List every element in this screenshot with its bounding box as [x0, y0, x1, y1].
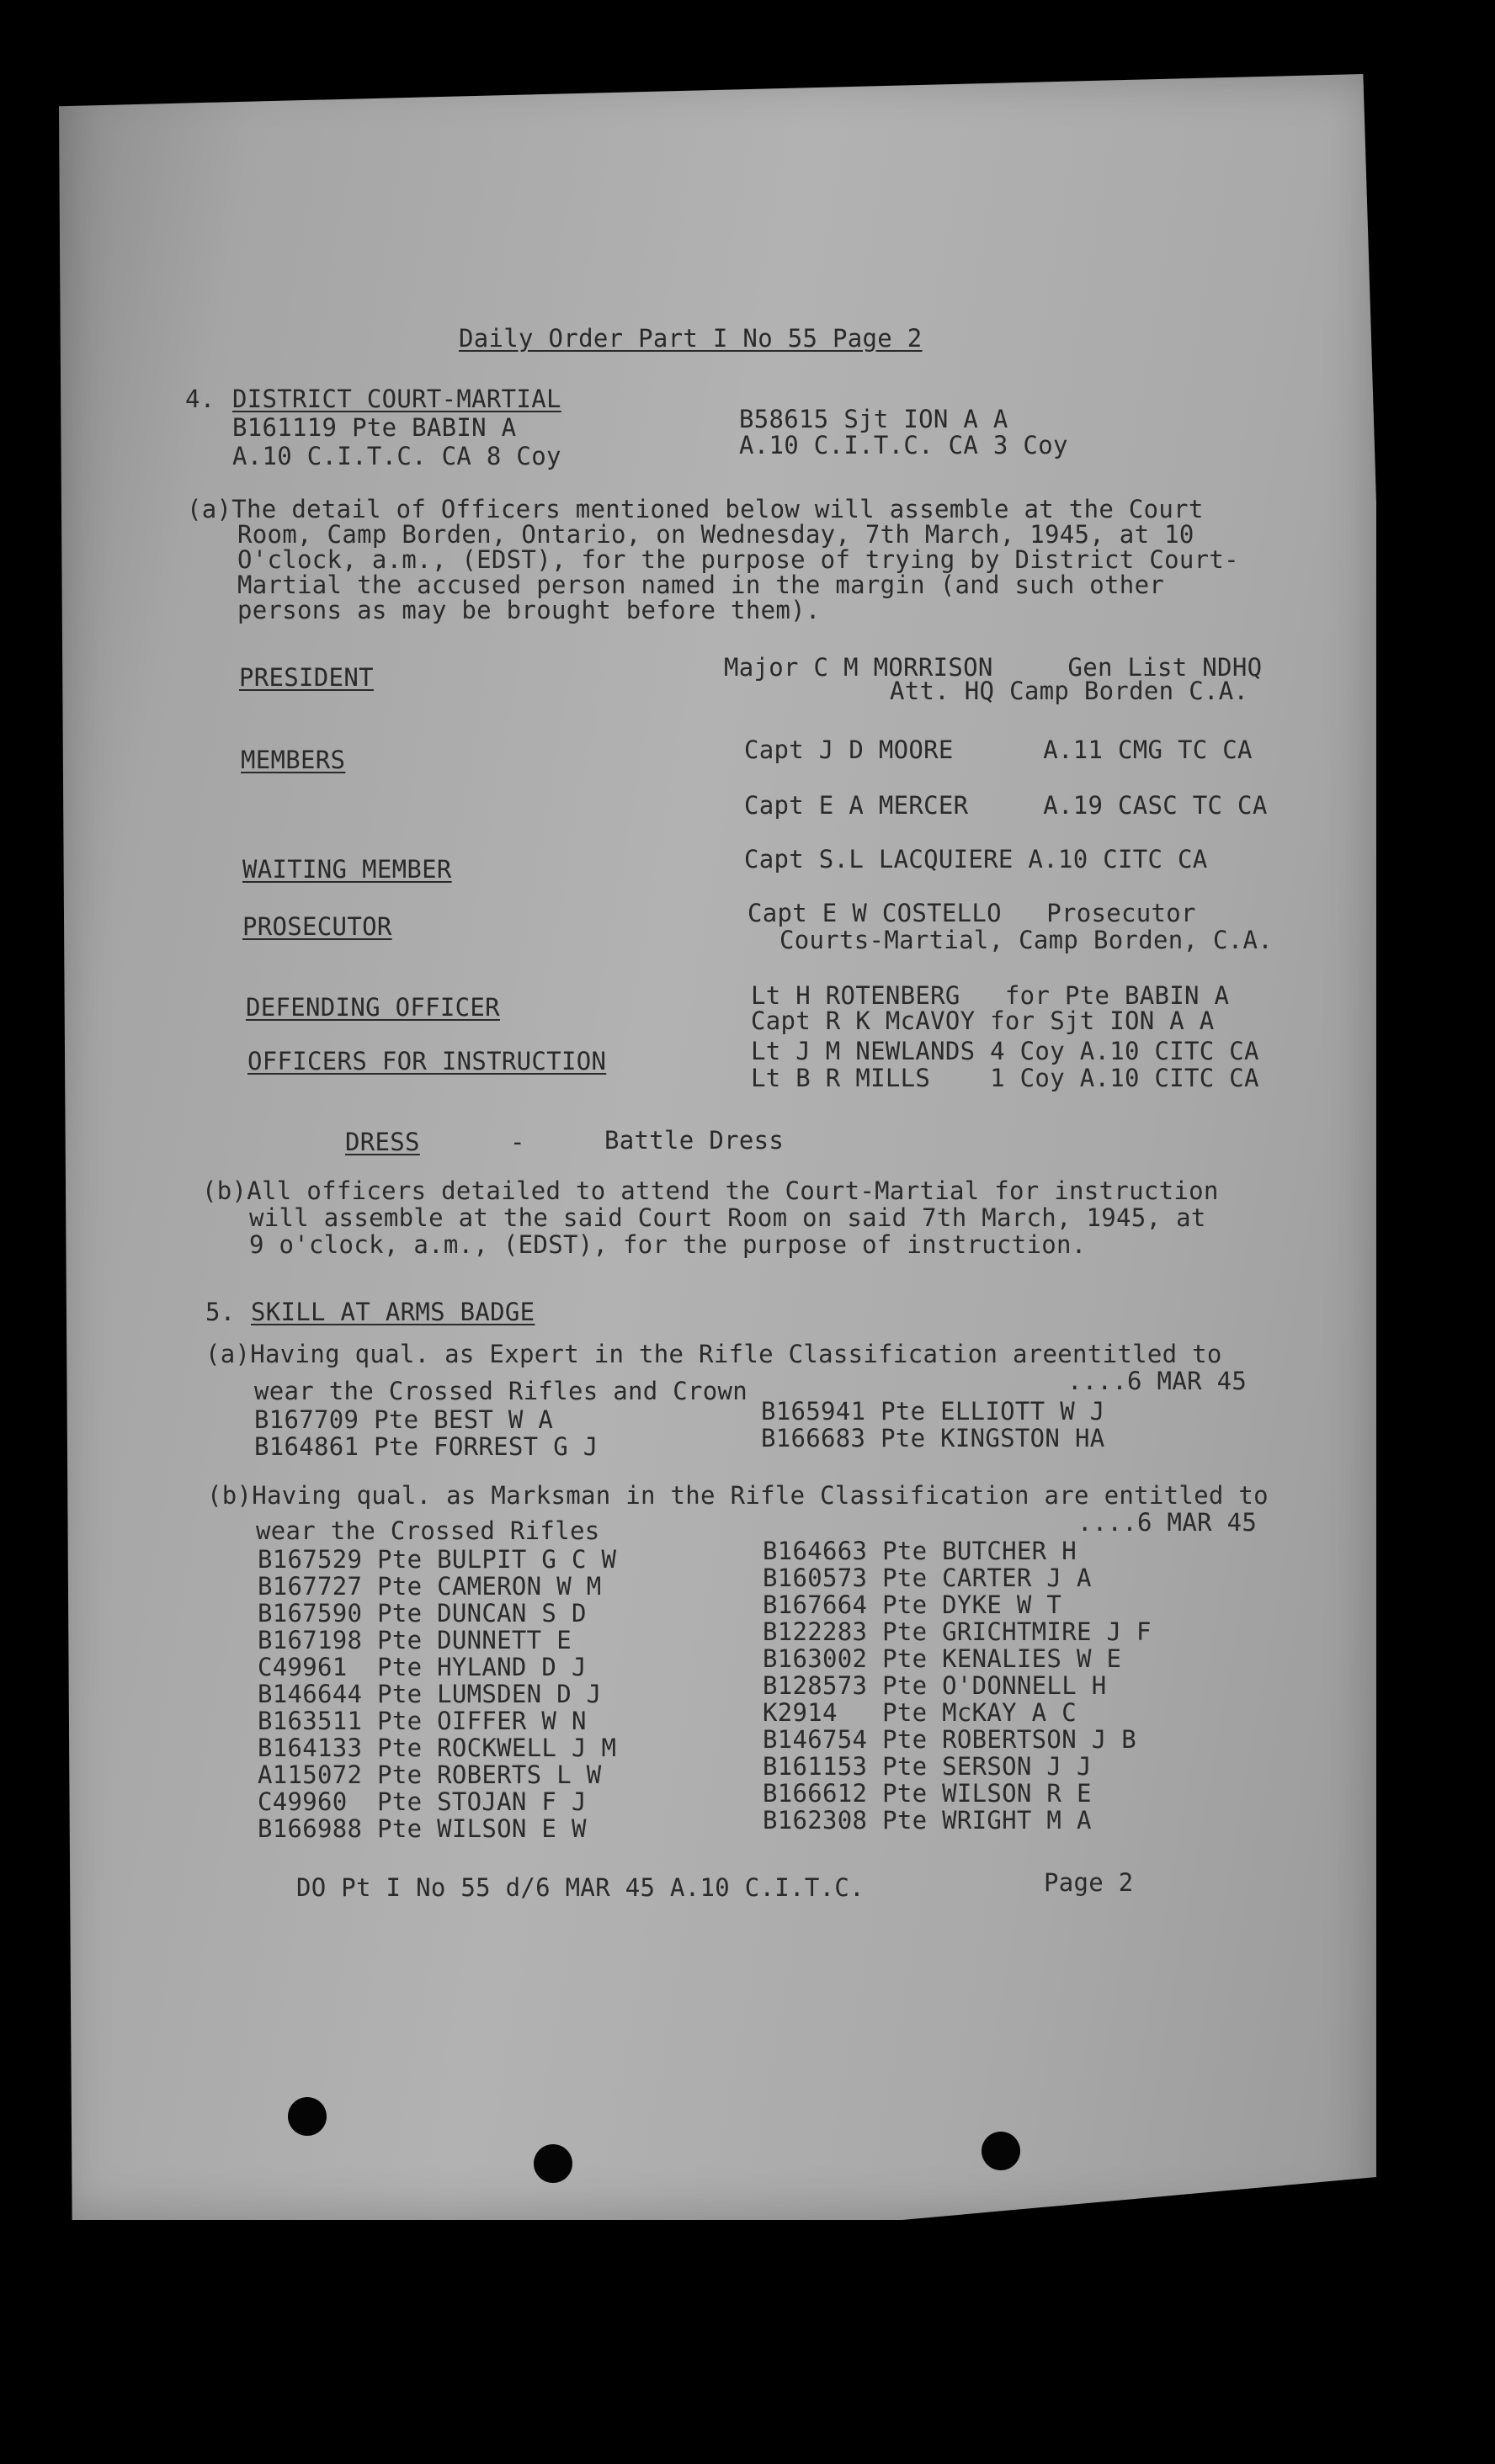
dress-dash: -	[510, 1128, 525, 1156]
instruction-officers-label: OFFICERS FOR INSTRUCTION	[247, 1047, 607, 1075]
marksman-left-5: C49961 Pte HYLAND D J	[258, 1653, 587, 1681]
marksman-left-11: B166988 Pte WILSON E W	[258, 1814, 587, 1843]
para-b-line-1: (b)All officers detailed to attend the Court-Martial for instruction	[202, 1176, 1219, 1205]
member-2: Capt E A MERCER A.19 CASC TC CA	[744, 791, 1268, 820]
para-a-line-3: O'clock, a.m., (EDST), for the purpose of trying by District Court-	[237, 545, 1239, 574]
section-5-number: 5.	[205, 1298, 236, 1326]
expert-right-1: B165941 Pte ELLIOTT W J	[761, 1397, 1105, 1426]
defending-line-2: Capt R K McAVOY for Sjt ION A A	[751, 1006, 1215, 1035]
section-4-number: 4.	[185, 385, 215, 413]
marksman-left-10: C49960 Pte STOJAN F J	[258, 1787, 587, 1816]
page-title: Daily Order Part I No 55 Page 2	[459, 324, 923, 353]
marksman-date: ....6 MAR 45	[1077, 1508, 1258, 1537]
section-4-heading: DISTRICT COURT-MARTIAL	[232, 385, 561, 413]
defending-line-1: Lt H ROTENBERG for Pte BABIN A	[751, 981, 1230, 1010]
marksman-right-10: B166612 Pte WILSON R E	[763, 1779, 1092, 1808]
member-1: Capt J D MOORE A.11 CMG TC CA	[744, 735, 1253, 764]
prosecutor-line-1: Capt E W COSTELLO Prosecutor	[748, 899, 1196, 927]
dress-label: DRESS	[345, 1128, 420, 1156]
instruction-line-1: Lt J M NEWLANDS 4 Coy A.10 CITC CA	[751, 1037, 1259, 1065]
marksman-line-2: wear the Crossed Rifles	[256, 1516, 600, 1545]
marksman-left-1: B167529 Pte BULPIT G C W	[258, 1545, 617, 1574]
accused-left-line-2: A.10 C.I.T.C. CA 8 Coy	[232, 442, 561, 470]
marksman-right-7: K2914 Pte McKAY A C	[763, 1698, 1077, 1727]
accused-left-line-1: B161119 Pte BABIN A	[232, 413, 517, 442]
marksman-right-8: B146754 Pte ROBERTSON J B	[763, 1725, 1136, 1754]
marksman-left-8: B164133 Pte ROCKWELL J M	[258, 1734, 617, 1762]
para-b-line-3: 9 o'clock, a.m., (EDST), for the purpose of instruction.	[249, 1230, 1087, 1259]
marksman-left-4: B167198 Pte DUNNETT E	[258, 1626, 572, 1654]
expert-left-1: B167709 Pte BEST W A	[254, 1405, 554, 1434]
punch-hole	[534, 2144, 572, 2183]
marksman-line-1: (b)Having qual. as Marksman in the Rifle Classification are entitled to	[207, 1481, 1269, 1510]
prosecutor-label: PROSECUTOR	[242, 912, 392, 941]
instruction-line-2: Lt B R MILLS 1 Coy A.10 CITC CA	[751, 1064, 1259, 1092]
footer-reference: DO Pt I No 55 d/6 MAR 45 A.10 C.I.T.C.	[296, 1873, 865, 1902]
punch-hole	[982, 2132, 1020, 2170]
para-a-line-4: Martial the accused person named in the margin (and such other	[237, 571, 1165, 599]
accused-right-line-2: A.10 C.I.T.C. CA 3 Coy	[739, 431, 1068, 459]
marksman-left-9: A115072 Pte ROBERTS L W	[258, 1760, 602, 1789]
marksman-right-2: B160573 Pte CARTER J A	[763, 1564, 1092, 1592]
expert-line-1: (a)Having qual. as Expert in the Rifle Classification areentitled to	[205, 1340, 1222, 1368]
expert-date: ....6 MAR 45	[1067, 1367, 1248, 1395]
marksman-right-9: B161153 Pte SERSON J J	[763, 1752, 1092, 1781]
president-line-2: Att. HQ Camp Borden C.A.	[890, 677, 1249, 705]
marksman-left-2: B167727 Pte CAMERON W M	[258, 1572, 602, 1601]
waiting-member-value: Capt S.L LACQUIERE A.10 CITC CA	[744, 845, 1208, 874]
defending-officer-label: DEFENDING OFFICER	[246, 993, 500, 1022]
marksman-right-5: B163002 Pte KENALIES W E	[763, 1644, 1122, 1673]
para-a-line-1: (a)The detail of Officers mentioned below will assemble at the Court	[187, 495, 1204, 523]
marksman-right-1: B164663 Pte BUTCHER H	[763, 1537, 1077, 1565]
marksman-left-6: B146644 Pte LUMSDEN D J	[258, 1680, 602, 1708]
para-a-line-2: Room, Camp Borden, Ontario, on Wednesday, 7th March, 1945, at 10	[237, 520, 1194, 549]
section-5-heading: SKILL AT ARMS BADGE	[251, 1298, 535, 1326]
marksman-right-6: B128573 Pte O'DONNELL H	[763, 1671, 1107, 1700]
marksman-right-4: B122283 Pte GRICHTMIRE J F	[763, 1617, 1152, 1646]
accused-right-line-1: B58615 Sjt ION A A	[739, 405, 1008, 433]
para-a-line-5: persons as may be brought before them).	[237, 596, 821, 624]
footer-page-number: Page 2	[1044, 1868, 1134, 1897]
expert-right-2: B166683 Pte KINGSTON HA	[761, 1424, 1105, 1452]
prosecutor-line-2: Courts-Martial, Camp Borden, C.A.	[779, 926, 1274, 954]
expert-left-2: B164861 Pte FORREST G J	[254, 1432, 599, 1461]
members-label: MEMBERS	[241, 746, 346, 774]
waiting-member-label: WAITING MEMBER	[242, 855, 452, 884]
marksman-left-3: B167590 Pte DUNCAN S D	[258, 1599, 587, 1628]
president-line-1: Major C M MORRISON Gen List NDHQ	[724, 653, 1263, 682]
dress-value: Battle Dress	[604, 1126, 785, 1155]
para-b-line-2: will assemble at the said Court Room on said 7th March, 1945, at	[249, 1203, 1206, 1232]
president-label: PRESIDENT	[239, 663, 374, 692]
marksman-right-11: B162308 Pte WRIGHT M A	[763, 1806, 1092, 1835]
marksman-left-7: B163511 Pte OIFFER W N	[258, 1707, 587, 1735]
punch-hole	[288, 2097, 327, 2136]
marksman-right-3: B167664 Pte DYKE W T	[763, 1590, 1062, 1619]
expert-line-2: wear the Crossed Rifles and Crown	[254, 1377, 748, 1405]
